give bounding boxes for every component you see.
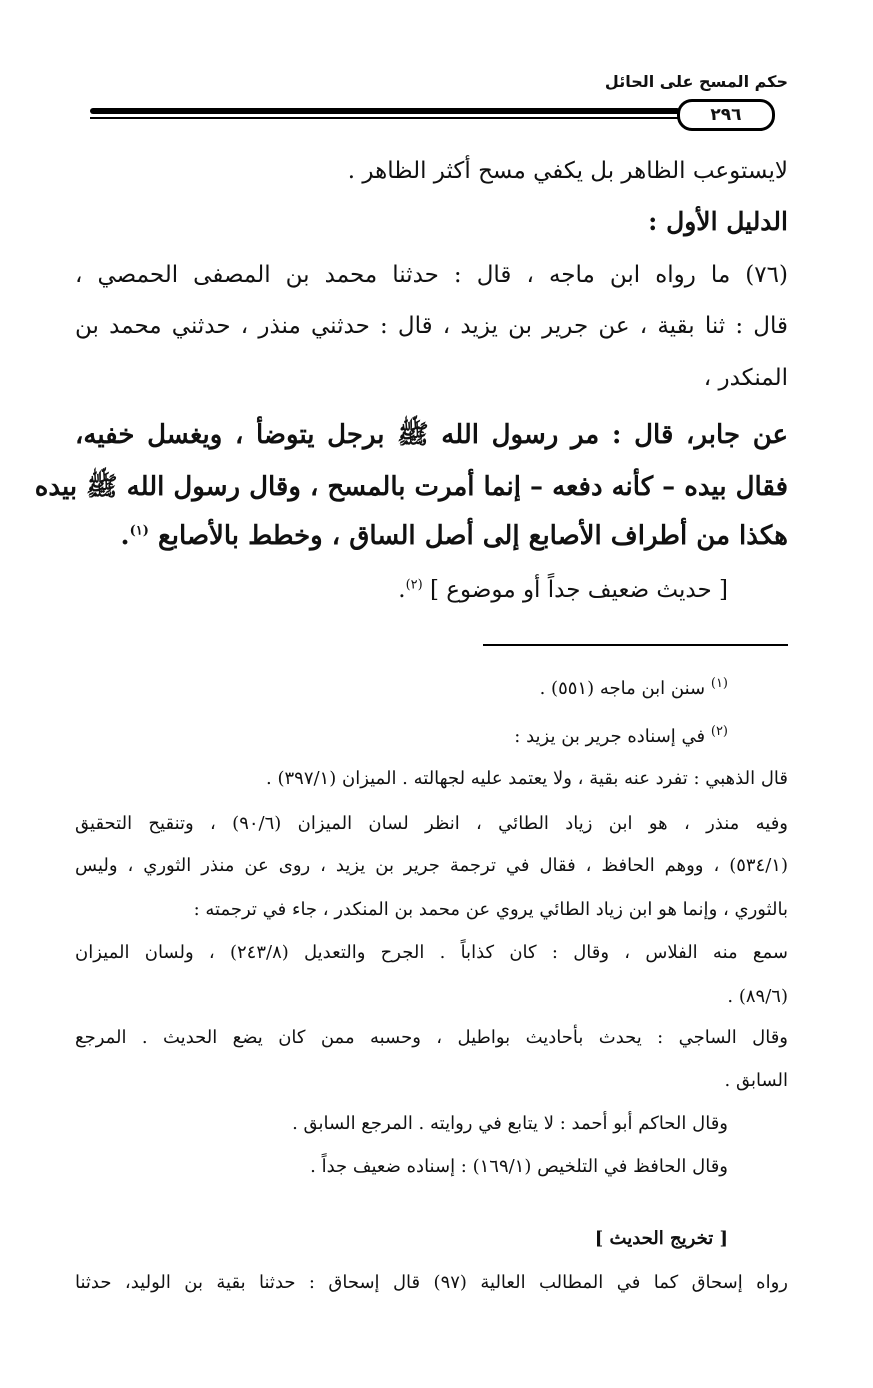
footnote-line: وقال الحاكم أبو أحمد : لا يتابع في روايته . المرجع السابق . xyxy=(292,1113,728,1134)
hadith-text-line: هكذا من أطراف الأصابع إلى أصل الساق ، وخطط بالأصابع $^{(١)}$. xyxy=(120,521,788,551)
footnote-line: وفيه منذر ، هو ابن زياد الطائي ، انظر لسان الميزان (٩٠/٦) ، وتنقيح التحقيق xyxy=(75,813,789,834)
footnote-line: (٥٣٤/١) ، ووهم الحافظ ، فقال في ترجمة جرير بن يزيد ، روى عن منذر الثوري ، وليس xyxy=(75,855,788,876)
isnad-line: قال : ثنا بقية ، عن جرير بن يزيد ، قال : حدثني منذر ، حدثني محمد بن xyxy=(75,313,788,339)
grading-text: [ حديث ضعيف جداً أو موضوع ] xyxy=(430,577,728,603)
footnote-1 xyxy=(540,676,728,699)
footnote-line: وقال الحافظ في التلخيص (١٦٩/١) : إسناده ضعيف جداً . xyxy=(310,1156,728,1177)
takhrij-heading: [ تخريج الحديث ] xyxy=(594,1228,728,1249)
running-title: حكم المسح على الحائل xyxy=(604,72,788,91)
footnote-mark: (٢) xyxy=(710,724,728,739)
text-line: لايستوعب الظاهر بل يكفي مسح أكثر الظاهر . xyxy=(347,158,788,184)
footnote-line: وقال الساجي : يحدث بأحاديث بواطيل ، وحسبه ممن كان يضع الحديث . المرجع xyxy=(75,1027,788,1048)
footnote-separator xyxy=(483,644,788,646)
footnote-mark: (١) xyxy=(710,676,728,691)
footnote-text: في إسناده جرير بن يزيد : xyxy=(514,726,706,747)
footnote-line: (٨٩/٦) . xyxy=(727,986,788,1007)
footnote-line: السابق . xyxy=(724,1070,788,1091)
footnote-line: بالثوري ، وإنما هو ابن زياد الطائي يروي عن محمد بن المنكدر ، جاء في ترجمته : xyxy=(193,899,788,920)
footnote-2 xyxy=(514,724,728,747)
footnote-line: رواه إسحاق كما في المطالب العالية (٩٧) قال إسحاق : حدثنا بقية بن الوليد، حدثنا xyxy=(75,1272,788,1293)
hadith-text: هكذا من أطراف الأصابع إلى أصل الساق ، وخطط بالأصابع xyxy=(157,521,788,551)
footnote-text: سنن ابن ماجه (٥٥١) . xyxy=(539,678,706,699)
footnote-line: قال الذهبي : تفرد عنه بقية ، ولا يعتمد عليه لجهالته . الميزان (٣٩٧/١) . xyxy=(266,768,788,789)
isnad-line: (٧٦) ما رواه ابن ماجه ، قال : حدثنا محمد بن المصفى الحمصي ، xyxy=(75,262,788,288)
footnote-ref: (١) xyxy=(129,523,149,539)
header-rule-thin xyxy=(90,117,680,119)
section-heading: الدليل الأول : xyxy=(648,207,788,236)
page-number: ٢٩٦ xyxy=(677,99,775,131)
hadith-text-line: فقال بيده – كأنه دفعه – إنما أمرت بالمسح ، وقال رسول الله ﷺ بيده xyxy=(34,472,788,502)
hadith-text-line: عن جابر، قال : مر رسول الله ﷺ برجل يتوضأ ، ويغسل خفيه، xyxy=(75,420,788,450)
isnad-line: المنكدر ، xyxy=(703,365,788,391)
header-rule-thick xyxy=(90,108,680,114)
footnote-line: سمع منه الفلاس ، وقال : كان كذاباً . الجرح والتعديل (٢٤٣/٨) ، ولسان الميزان xyxy=(75,942,788,963)
footnote-ref: (٢) xyxy=(405,577,423,593)
grading-line: [ حديث ضعيف جداً أو موضوع ] $^{(٢)}$. xyxy=(398,577,728,603)
